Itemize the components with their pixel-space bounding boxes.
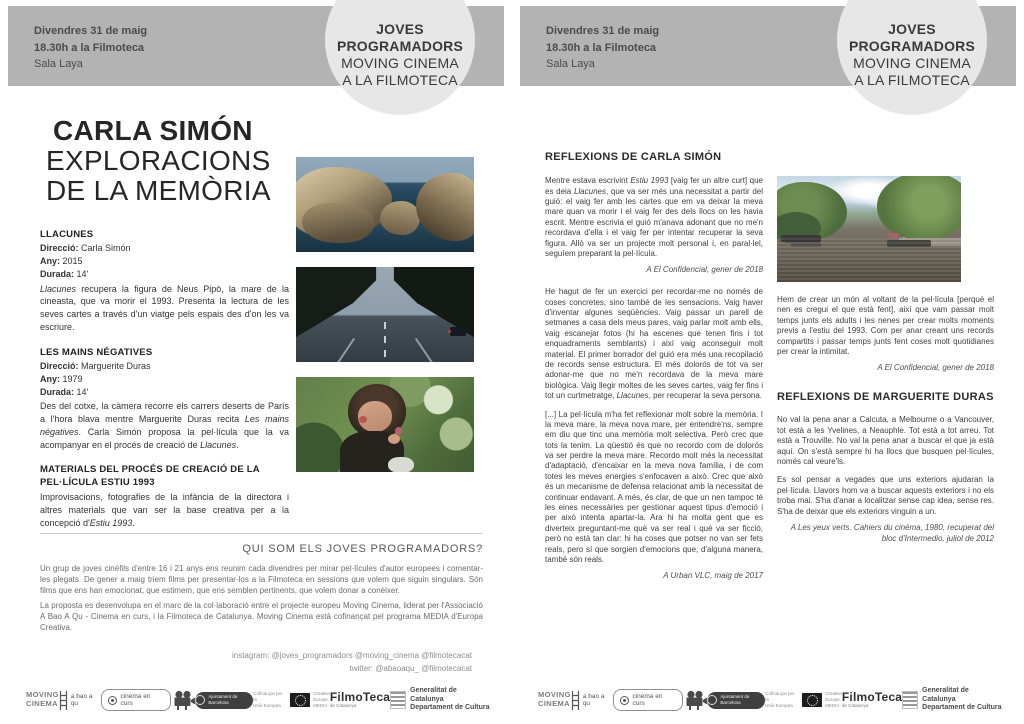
film-meta: Durada: 14' [40,386,89,397]
film-title: MATERIALS DEL PROCÉS DE CREACIÓ DE LA PEL·LÍCULA ESTIU 1993 [40,464,260,488]
page-title [46,116,271,206]
title-name: CARLA SIMÓN [53,115,253,146]
badge-line: PROGRAMADORS [848,38,976,55]
joves-programadors-badge [325,0,475,115]
photo-child-foliage [296,377,474,472]
camera-lens-icon [620,696,629,705]
road-edge-line [415,338,438,362]
logo-cinema-en-curs: cinema en curs [613,689,683,711]
eu-flag-icon [290,693,310,707]
senyera-bars-icon [390,691,406,709]
logo-a-bao-a-qu: a bao a qu [571,691,614,710]
photo-canal [777,176,961,282]
logo-strip [26,684,492,716]
social-handles [40,650,472,676]
badge-line: JOVES [376,21,424,38]
car-shape [450,327,466,336]
child-held-object [395,427,402,435]
film-description: Llacunes recupera la figura de Neus Pipó, la mare de la cineasta, que va morir el 1993. Presenta la lectura de les seves cartes a través d'un viatge pels espais des d'on les va escriure. [40,283,289,332]
logo-filmoteca: FilmoTeca de Catalunya [841,690,903,708]
logo-strip [538,684,1004,716]
reflections-column-left [545,150,763,593]
water-ripples [777,238,961,282]
film-item-les-mains-negatives [40,347,289,452]
film-meta: Any: 1979 [40,373,83,384]
session-info [546,23,659,73]
who-text [40,564,483,639]
badge-line: A LA FILMOTECA [854,71,970,88]
film-meta: Direcció: Carla Simón [40,243,131,254]
logo-cinema-en-curs: cinema en curs [101,689,171,711]
badge-line: JOVES [888,21,936,38]
session-date: Divendres 31 de maig [546,25,660,37]
badge-line: PROGRAMADORS [336,38,464,55]
senyera-bars-icon [902,691,918,709]
session-date: Divendres 31 de maig [34,25,148,37]
reflections-column-right [777,170,994,556]
logo-generalitat: Generalitat de Catalunya Departament de Cultura [390,687,492,712]
ladder-icon [59,691,68,710]
session-room: Sala Laya [34,58,83,70]
session-room: Sala Laya [546,58,595,70]
session-time-place: 18.30h a la Filmoteca [546,41,657,54]
quote-paragraph: [...] La pel·lícula m'ha fet reflexionar molt sobre la memòria. I la meva mare, la meva nova mare, per entendre'ns, sempre em diu que tinc una memòria molt selectiva. Però crec que tots la tenim. La qüestió és que no recordo com de dolorós va ser perdre la meva mare. Recordo molt més la necessitat d'adaptació, d'encaixar en la meva nova família, i de com totes les meves energies s'enfocaven a això. Crec que això és un mecanisme de defensa relacionat amb la necessitat de continuar endavant. A més, és clar, de que un nen tampoc té les eines necessàries per gestionar aquest tipus d'emoció i per això intenta apartar-la. Ara hi ha molta gent que es diverteix preguntant-me què va ser real i què va ser ficció, però no està tan clar: hi ha coses que potser no van ser fets reals, pero sí que sorgien d'emocions que, d'alguna manera, també són reals. [545,409,763,564]
road-edge-line [332,338,355,362]
emblem-icon [195,695,205,705]
quote-paragraph: Mentre estava escrivint Estiu 1993 [vaig fer un altre curt] que es deia Llacunes, que va ser més una necessitat a partir del guió: el vaig fer amb les cartes que em va deixar la meva mare quan va morir i el vaig fer des dels llocs on les havia escrit. Mentre escrivia el guió m'anava adonant que no me'n recordava d'ella i el vaig fer per intentar recuperar la seva figura. Allò va ser un projecte molt personal i, en paral·lel, seguíem preparant la pel·lícula. [545,176,764,259]
rock-shape [380,201,420,235]
joves-programadors-badge [837,0,987,115]
quote-paragraph: He hagut de fer un exercici per recordar-me no només de coses concretes, sino també de les sensacions. Vaig haver d'inventar algunes seqüències. Vaig passar un parell de setmanes a casa dels meus pares, vaig parlar molt amb ells, vaig escanejar fotos (hi ha escenes que tenen fins i tot enquadraments semblants) i així vaig aconseguir molt material. El primer borrador del guió era més una recopilació de records sense estructura. El més dolorós de tot va ser adonar-me que no me'n recordava de la meva mare biològica. Vaig llegir moltes de les seves cartes, vaig fer fins i tot un curtmetratge, Llacunes, per recuperar la seva persona. [545,287,763,401]
page-right [512,0,1024,724]
title-line: DE LA MEMÒRIA [46,174,271,206]
quote-attribution: A Urban VLC, maig de 2017 [663,571,763,581]
camera-lens-icon [108,696,117,705]
film-meta: Durada: 14' [40,268,89,279]
logo-creative-europe: Cofinançat per la Unió Europea Creative Europe MEDIA [765,691,842,708]
film-description: Improvisacions, fotografies de la infància de la directora i altres materials que van ser la base creativa per a la concepció d'Estiu 1993. [40,492,289,528]
who-heading: QUI SOM ELS JOVES PROGRAMADORS? [242,543,483,555]
badge-line: MOVING CINEMA [853,55,971,71]
session-info [34,23,147,73]
quote-paragraph: Hem de crear un món al voltant de la pel·lícula [perquè el nen es cregui el que està fent], així que vam passar molt temps junts els adults i les nenes per crear molts moments previs a l'estiu del 1993. Com per anar creant uns records compartits i passar temps junts fent coses molt quotidianes per crear la intimitat. [777,295,994,356]
logo-filmoteca: FilmoTeca de Catalunya [329,690,391,708]
film-title: LLACUNES [40,229,94,240]
quote-attribution: A El Confidencial, gener de 2018 [877,363,994,373]
emblem-icon [707,695,717,705]
film-description: Des del cotxe, la càmera recorre els carrers deserts de París a l'hora blava mentre Marguerite Duras recita Les mains négatives. Carla Simón proposa la pel·lícula que la va acompanyar en el procés de creació de Llacunes. [40,401,289,450]
badge-line: MOVING CINEMA [341,55,459,71]
who-paragraph: La proposta es desenvolupa en el marc de la col·laboració entre el projecte europeu Moving Cinema, liderat per l'Associació A Bao A Qu - Cinema en curs, i la Filmoteca de Catalunya. Moving Cinema està cofinançat pel programa MEDIA d'Europa Creativa. [40,601,483,632]
logo-moving-cinema: MOVING CINEMA [538,690,571,708]
film-item-materials-estiu-1993 [40,464,289,529]
child-cheek-paint [359,416,367,423]
title-line: EXPLORACIONS [46,144,271,176]
social-twitter: twitter: @abaoaqu_ @filmotecacat [349,663,472,673]
film-stills [296,157,474,487]
reflections-duras-heading: REFLEXIONS DE MARGUERITE DURAS [777,391,994,404]
road-center-line [384,322,386,362]
reflections-carla-heading: REFLEXIONS DE CARLA SIMÓN [545,151,722,163]
film-camera-icon [683,690,707,710]
quote-attribution: A Les yeux verts. Cahiers du cinéma, 1980, recuperat del bloc d'Intermedio, juliol de 2012 [790,522,994,543]
film-title: LES MAINS NÉGATIVES [40,346,153,358]
film-meta: Direcció: Marguerite Duras [40,361,151,372]
quote-paragraph: Es sol pensar a vegades que uns exteriors ajudaran la pel·lícula. Llavors hom va a buscar aquests exteriors i no els troba mai. S'ha d'anar a localitzar sense cap idea, sense res. S'ha de deixar que els exteriors vinguin a un. [777,475,994,516]
logo-ajuntament-barcelona: Ajuntament de Barcelona [707,692,765,709]
film-list [40,229,289,542]
session-time-place: 18.30h a la Filmoteca [34,41,145,54]
quote-paragraph: No val la pena anar a Calcuta, a Melbourne o a Vancouver, tot està a les Yvelines, a Neauphle. Tot està a tot arreu. Tot està a Trouville. No val la pena anar a buscar el que ja està aquí. On s'està sempre hi ha llocs que busquen pel·lícules, només cal veure'ls. [777,415,994,466]
logo-generalitat: Generalitat de Catalunya Departament de Cultura [902,687,1004,712]
who-paragraph: Un grup de joves cinèfils d'entre 16 i 21 anys ens reunim cada divendres per mirar pel·lícules d'autor europees i comentar-les plegats. De gener a maig triem films per presentar-los a la Filmoteca en sessions que volem que siguin singulars. Són films que ens han emocionat, que estimem, que ens semblen pertinents, que volem donar a conèixer. [40,564,483,595]
logo-ajuntament-barcelona: Ajuntament de Barcelona [195,692,253,709]
social-instagram: instagram: @joves_programadors @moving_cinema @filmotecacat [231,651,472,660]
photo-dusk-road [296,267,474,362]
film-camera-icon [171,690,195,710]
logo-creative-europe: Cofinançat per la Unió Europea Creative Europe MEDIA [253,691,330,708]
film-meta: Any: 2015 [40,256,83,267]
rock-shape [302,203,374,243]
photo-rocky-cove [296,157,474,252]
film-item-llacunes [40,229,289,334]
tree-shape [877,176,961,240]
logo-moving-cinema: MOVING CINEMA [26,690,59,708]
eu-flag-icon [802,693,822,707]
child-sleeve [388,457,414,472]
child-hand [388,434,400,444]
ladder-icon [571,691,580,710]
logo-a-bao-a-qu: a bao a qu [59,691,102,710]
rock-shape [416,173,474,241]
badge-line: A LA FILMOTECA [342,71,458,88]
section-divider [40,533,483,534]
quote-attribution: A El Confidencial, gener de 2018 [646,265,763,275]
